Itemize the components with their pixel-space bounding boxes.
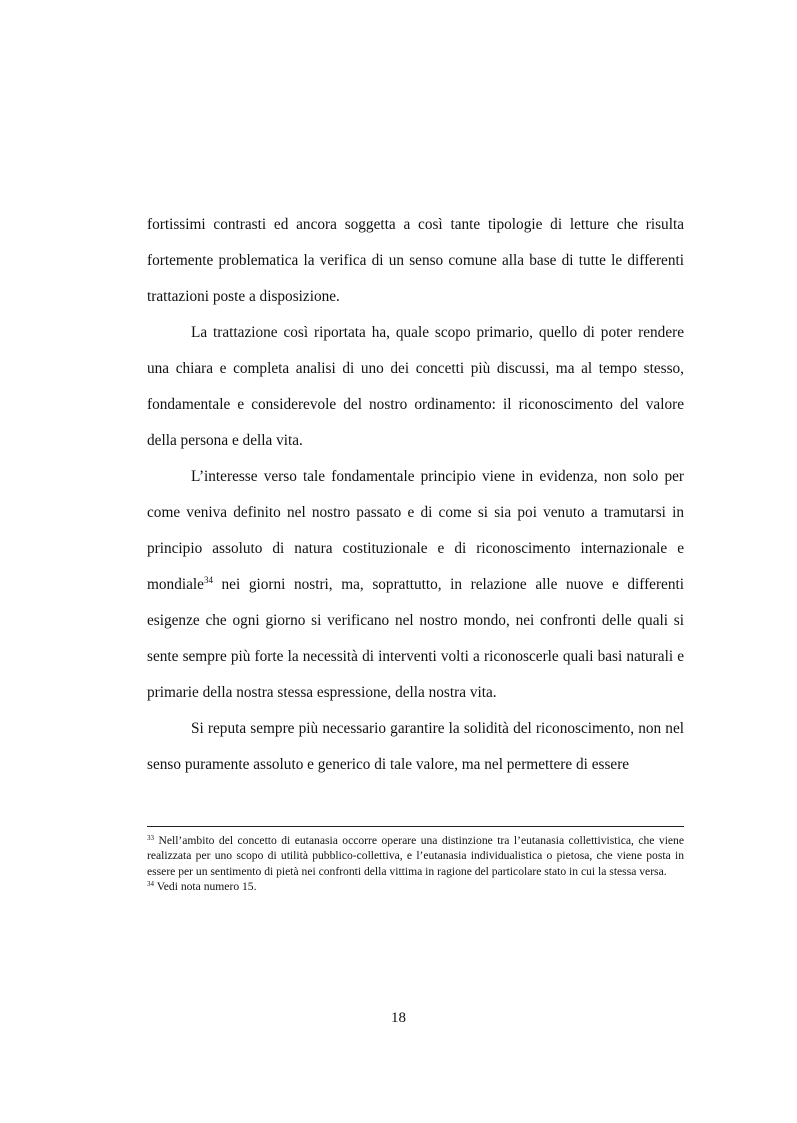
footnote-item — [147, 879, 684, 894]
paragraph — [147, 711, 684, 783]
paragraph-text: nei giorni nostri, ma, soprattutto, in relazione alle nuove e differenti esigenze che ogni giorno si verificano nel nostro mondo, nei confronti delle quali si sente sempre più forte la necessità di interventi volti a riconoscerle quali basi naturali e primarie della nostra stessa espressione, della nostra vita. — [147, 576, 684, 701]
footnote-separator — [147, 826, 684, 827]
paragraph — [147, 207, 684, 315]
footnote-number: 33 — [147, 834, 154, 842]
body-text — [147, 207, 684, 783]
footnote-number: 34 — [147, 880, 154, 889]
paragraph — [147, 459, 684, 711]
page-number: 18 — [391, 1010, 406, 1026]
paragraph — [147, 315, 684, 459]
paragraph-text: L’interesse verso tale fondamentale principio viene in evidenza, non solo per come veniva definito nel nostro passato e di come si sia poi venuto a tramutarsi in principio assoluto di natura costituzionale e di riconoscimento internazionale e mondiale — [147, 468, 684, 593]
footnote-text: Vedi nota numero 15. — [154, 880, 257, 894]
footnote-text: Nell’ambito del concetto di eutanasia occorre operare una distinzione tra l’eutanasia collettivistica, che viene realizzata per uno scopo di utilità pubblico-collettiva, e l’eutanasia individualistica o pietosa, che viene posta in essere per un sentimento di pietà nei confronti della vittima in ragione del particolare stato in cui la stessa versa. — [147, 834, 684, 878]
paragraph-text: Si reputa sempre più necessario garantire la solidità del riconoscimento, non nel senso puramente assoluto e generico di tale valore, ma nel permettere di essere — [147, 720, 684, 773]
footnotes — [147, 833, 684, 895]
paragraph-text: fortissimi contrasti ed ancora soggetta a così tante tipologie di letture che risulta fortemente problematica la verifica di un senso comune alla base di tutte le differenti trattazioni poste a disposizione. — [147, 216, 684, 305]
paragraph-text: La trattazione così riportata ha, quale scopo primario, quello di poter rendere una chiara e completa analisi di uno dei concetti più discussi, ma al tempo stesso, fondamentale e considerevole del nostro ordinamento: il riconoscimento del valore della persona e della vita. — [147, 324, 684, 449]
footnote-reference[interactable]: 34 — [203, 575, 213, 585]
footnote-item — [147, 833, 684, 879]
